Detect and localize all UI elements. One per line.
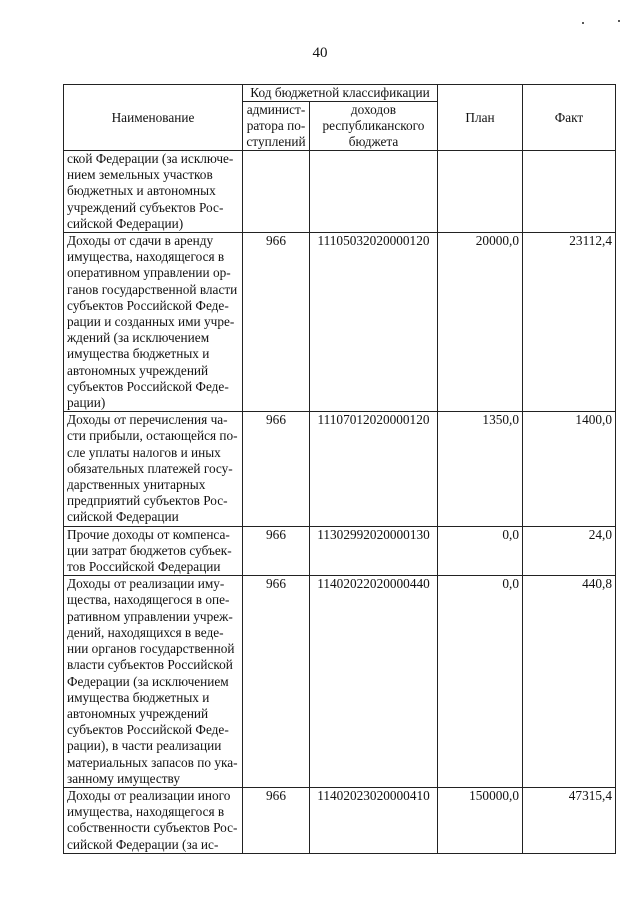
row-fact: 47315,4 [523, 787, 616, 853]
row-revenue-code [310, 151, 438, 233]
row-name-line: имущества бюджетных и [67, 689, 210, 705]
table-row [64, 787, 616, 853]
row-name-line: бюджетных и автономных [67, 183, 216, 199]
row-name-line: сийской Федерации [67, 509, 179, 525]
row-name-line: оперативном управлении ор- [67, 265, 231, 281]
row-admin-code: 966 [243, 412, 310, 526]
row-name-line: учреждений субъектов Рос- [67, 199, 224, 215]
row-name-line: обязательных платежей госу- [67, 460, 233, 476]
row-admin-code: 966 [243, 787, 310, 853]
table-header [64, 85, 616, 151]
row-name-line: сийской Федерации) [67, 215, 184, 231]
row-name-line: тов Российской Федерации [67, 559, 221, 575]
header-line: ступлений [246, 134, 306, 149]
row-name-line: имущества, находящегося в [67, 249, 225, 265]
row-name-line: сийской Федерации (за ис- [67, 836, 219, 852]
row-name-line: сле уплаты налогов и иных [67, 444, 221, 460]
row-name-line: субъектов Российской Феде- [67, 378, 229, 394]
header-line: бюджета [348, 134, 399, 149]
header-admin-code [243, 102, 310, 151]
row-plan: 1350,0 [438, 412, 523, 526]
table-row [64, 526, 616, 576]
row-name-line: Доходы от реализации иного [67, 787, 231, 803]
row-plan: 0,0 [438, 576, 523, 788]
header-line: админист- [246, 102, 306, 117]
row-name [64, 526, 243, 576]
row-plan: 150000,0 [438, 787, 523, 853]
row-name-line: дений, находящихся в веде- [67, 624, 224, 640]
table-body [64, 151, 616, 854]
row-plan [438, 151, 523, 233]
row-name-line: субъектов Российской Феде- [67, 297, 229, 313]
header-line: республиканского [322, 118, 425, 133]
row-name-line: занному имуществу [67, 770, 181, 786]
row-name-line: рации), в части реализации [67, 738, 222, 754]
row-name-line: Прочие доходы от компенса- [67, 526, 230, 542]
row-name-line: имущества бюджетных и [67, 346, 210, 362]
row-fact [523, 151, 616, 233]
row-name-line: сти прибыли, остающейся по- [67, 428, 238, 444]
row-admin-code: 966 [243, 576, 310, 788]
row-name-line: ганов государственной власти [67, 281, 238, 297]
row-fact: 23112,4 [523, 233, 616, 412]
row-name-line: нием земельных участков [67, 167, 213, 183]
row-name [64, 576, 243, 788]
row-name [64, 233, 243, 412]
row-revenue-code: 11402022020000440 [310, 576, 438, 788]
row-name-line: Федерации (за исключением [67, 673, 229, 689]
table-row [64, 233, 616, 412]
row-fact: 24,0 [523, 526, 616, 576]
row-admin-code: 966 [243, 233, 310, 412]
header-budget-classification-code: Код бюджетной классификации [243, 85, 438, 102]
row-name [64, 787, 243, 853]
scan-speck [582, 22, 584, 24]
row-name-line: ции затрат бюджетов субъек- [67, 542, 232, 558]
row-name [64, 151, 243, 233]
header-plan: План [438, 85, 523, 151]
row-revenue-code: 11302992020000130 [310, 526, 438, 576]
header-line: ратора по- [246, 118, 306, 133]
row-name-line: рации) [67, 395, 106, 411]
row-revenue-code: 11105032020000120 [310, 233, 438, 412]
row-name-line: ждений (за исключением [67, 330, 210, 346]
row-plan: 0,0 [438, 526, 523, 576]
row-name-line: ской Федерации (за исключе- [67, 151, 234, 166]
row-plan: 20000,0 [438, 233, 523, 412]
row-name-line: собственности субъектов Рос- [67, 820, 238, 836]
header-name: Наименование [64, 85, 243, 151]
row-name-line: щества, находящегося в опе- [67, 592, 230, 608]
row-revenue-code: 11402023020000410 [310, 787, 438, 853]
row-name-line: автономных учреждений [67, 705, 209, 721]
page-number: 40 [312, 45, 328, 61]
row-fact: 440,8 [523, 576, 616, 788]
row-name-line: дарственных унитарных [67, 477, 206, 493]
header-line: доходов [350, 102, 397, 117]
row-name-line: Доходы от реализации иму- [67, 576, 225, 592]
header-revenue-code [310, 102, 438, 151]
row-fact: 1400,0 [523, 412, 616, 526]
row-name [64, 412, 243, 526]
row-name-line: ративном управлении учреж- [67, 608, 233, 624]
table-row [64, 412, 616, 526]
scan-speck [618, 20, 620, 22]
row-name-line: автономных учреждений [67, 362, 209, 378]
row-admin-code [243, 151, 310, 233]
row-admin-code: 966 [243, 526, 310, 576]
budget-revenue-table [63, 84, 616, 854]
row-name-line: Доходы от перечисления ча- [67, 412, 228, 428]
row-revenue-code: 11107012020000120 [310, 412, 438, 526]
row-name-line: Доходы от сдачи в аренду [67, 233, 214, 249]
row-name-line: нии органов государственной [67, 641, 235, 657]
row-name-line: рации и созданных ими учре- [67, 314, 235, 330]
row-name-line: имущества, находящегося в [67, 804, 225, 820]
table-row [64, 576, 616, 788]
row-name-line: предприятий субъектов Рос- [67, 493, 228, 509]
row-name-line: власти субъектов Российской [67, 657, 233, 673]
row-name-line: субъектов Российской Феде- [67, 722, 229, 738]
row-name-line: материальных запасов по ука- [67, 754, 238, 770]
table-row [64, 151, 616, 233]
header-fact: Факт [523, 85, 616, 151]
